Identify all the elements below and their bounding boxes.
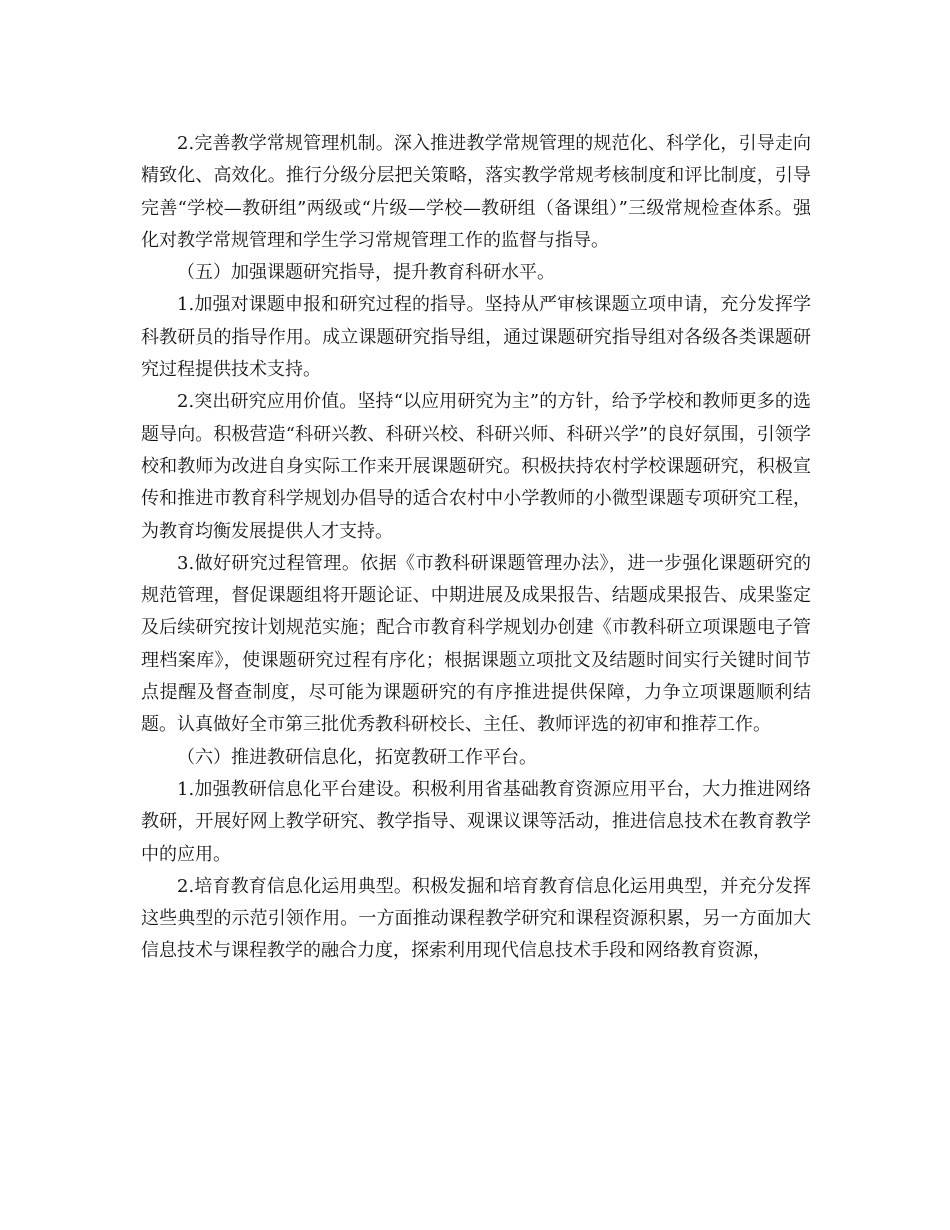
section-heading-six: （六）推进教研信息化，拓宽教研工作平台。 — [177, 746, 537, 768]
paragraph-typical-cases: 2.培育教育信息化运用典型。积极发掘和培育教育信息化运用典型，并充分发挥这些典型的示范引领作用。一方面推动课程教学研究和课程资源积累，另一方面加大信息技术与课程教学的融合力度，探索利用现代信息技术手段和网络教育资源， — [141, 875, 811, 962]
paragraph-project-guidance: 1.加强对课题申报和研究过程的指导。坚持从严审核课题立项申请，充分发挥学科教研员的指导作用。成立课题研究指导组，通过课题研究指导组对各级各类课题研究过程提供技术支持。 — [141, 294, 811, 381]
paragraph-application-value: 2.突出研究应用价值。坚持“以应用研究为主”的方针，给予学校和教师更多的选题导向。积极营造“科研兴教、科研兴校、科研兴师、科研兴学”的良好氛围，引领学校和教师为改进自身实际工作来开展课题研究。积极扶持农村学校课题研究，积极宣传和推进市教育科学规划办倡导的适合农村中小学教师的小微型课题专项研究工程，为教育均衡发展提供人才支持。 — [141, 391, 811, 542]
paragraph-platform-building: 1.加强教研信息化平台建设。积极利用省基础教育资源应用平台，大力推进网络教研，开展好网上教学研究、教学指导、观课议课等活动，推进信息技术在教育教学中的应用。 — [141, 778, 811, 865]
paragraph-routine-management: 2.完善教学常规管理机制。深入推进教学常规管理的规范化、科学化，引导走向精致化、高效化。推行分级分层把关策略，落实教学常规考核制度和评比制度，引导完善“学校—教研组”两级或“片级—学校—教研组（备课组）”三级常规检查体系。强化对教学常规管理和学生学习常规管理工作的监督与指导。 — [141, 133, 811, 251]
document-body — [141, 128, 811, 968]
section-heading-five: （五）加强课题研究指导，提升教育科研水平。 — [177, 262, 555, 284]
paragraph-process-management: 3.做好研究过程管理。依据《市教科研课题管理办法》，进一步强化课题研究的规范管理，督促课题组将开题论证、中期进展及成果报告、结题成果报告、成果鉴定及后续研究按计划规范实施；配合市教育科学规划办创建《市教科研立项课题电子管理档案库》，使课题研究过程有序化；根据课题立项批文及结题时间实行关键时间节点提醒及督查制度，尽可能为课题研究的有序推进提供保障，力争立项课题顺利结题。认真做好全市第三批优秀教科研校长、主任、教师评选的初审和推荐工作。 — [141, 552, 811, 736]
